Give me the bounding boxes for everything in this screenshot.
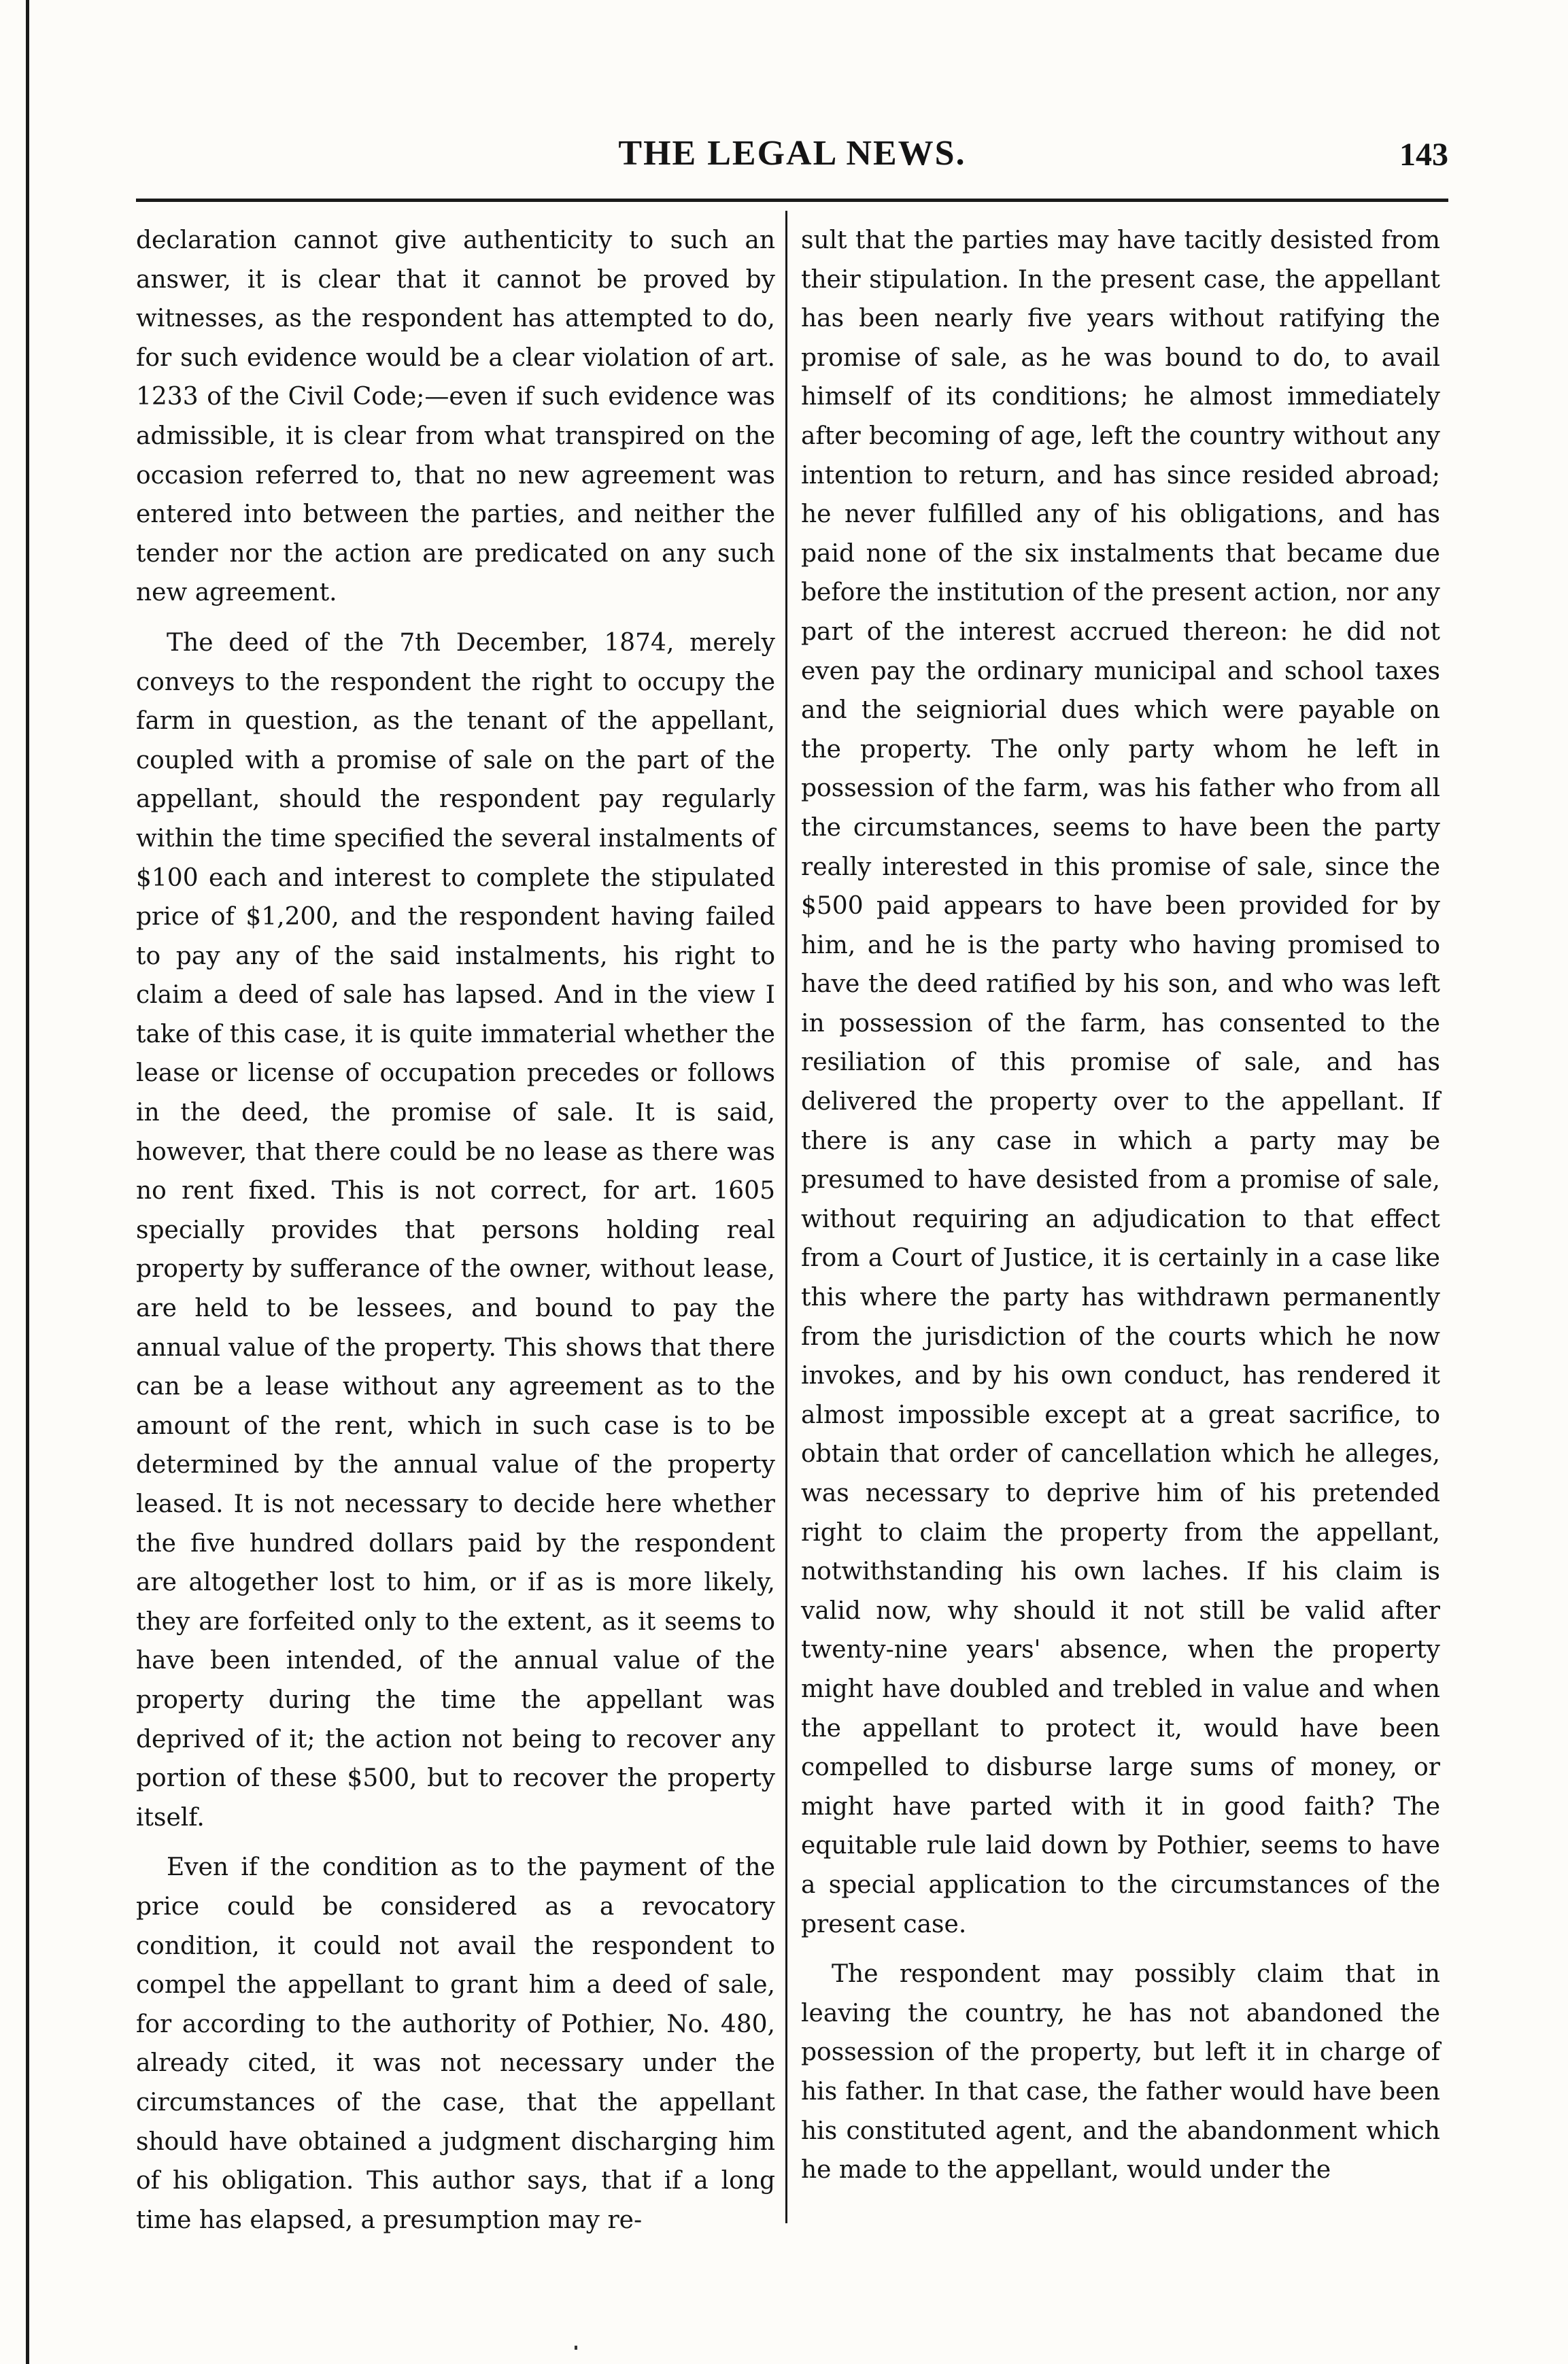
paragraph: Even if the condition as to the payment of the price could be considered as a revocatory condition, it could not avail the respondent to compel the appellant to grant him a deed of sale, for according to the authority of Pothier, No. 480, already cited, it was not necessary under the circumstances of the case, that the appellant should have obtained a judgment discharging him of his obligation. This author says, that if a long time has elapsed, a presumption may re-	[136, 1853, 775, 2234]
left-column	[136, 221, 775, 2250]
header-rule	[136, 199, 1448, 202]
page-speck	[575, 2346, 577, 2350]
column-divider	[785, 211, 787, 2223]
running-title: THE LEGAL NEWS.	[618, 134, 966, 173]
page-header	[136, 133, 1448, 188]
paragraph: sult that the parties may have tacitly desisted from their stipulation. In the present case, the appellant has been nearly five years without ratifying the promise of sale, as he was bound to do, to avail himself of its conditions; he almost immediately after becoming of age, left the country without any intention to return, and has since resided abroad; he never fulfilled any of his obligations, and has paid none of the six instalments that became due before the institution of the present action, nor any part of the interest accrued thereon: he did not even pay the ordinary municipal and school taxes and the seigniorial dues which were payable on the property. The only party whom he left in possession of the farm, was his father who from all the circumstances, seems to have been the party really interested in this promise of sale, since the $500 paid appears to have been provided for by him, and he is the party who having promised to have the deed ratified by his son, and who was left in possession of the farm, has consented to the resiliation of this promise of sale, and has delivered the property over to the appellant. If there is any case in which a party may be presumed to have desisted from a promise of sale, without requiring an adjudication to that effect from a Court of Justice, it is certainly in a case like this where the party has withdrawn permanently from the jurisdiction of the courts which he now invokes, and by his own conduct, has rendered it almost impossible except at a great sacrifice, to obtain that order of cancellation which he alleges, was necessary to deprive him of his pretended right to claim the property from the appellant, notwithstanding his own laches. If his claim is valid now, why should it not still be valid after twenty-nine years' absence, when the property might have doubled and trebled in value and when the appellant to protect it, would have been compelled to disburse large sums of money, or might have parted with it in good faith? The equitable rule laid down by Pothier, seems to have a special application to the circumstances of the present case.	[801, 226, 1440, 1938]
paragraph: The respondent may possibly claim that in leaving the country, he has not abandoned the possession of the property, but left it in charge of his father. In that case, the father would have been his constituted agent, and the abandonment which he made to the appellant, would under the	[801, 1960, 1440, 2185]
page-number: 143	[1399, 137, 1448, 173]
paragraph: The deed of the 7th December, 1874, merely conveys to the respondent the right to occupy the farm in question, as the tenant of the appellant, coupled with a promise of sale on the part of the appellant, should the respondent pay regularly within the time specified the several instalments of $100 each and interest to complete the stipulated price of $1,200, and the respondent having failed to pay any of the said instalments, his right to claim a deed of sale has lapsed. And in the view I take of this case, it is quite immaterial whether the lease or license of occupation precedes or follows in the deed, the promise of sale. It is said, however, that there could be no lease as there was no rent fixed. This is not correct, for art. 1605 specially provides that persons holding real property by sufferance of the owner, without lease, are held to be lessees, and bound to pay the annual value of the property. This shows that there can be a lease without any agreement as to the amount of the rent, which in such case is to be determined by the annual value of the property leased. It is not necessary to decide here whether the five hundred dollars paid by the respondent are altogether lost to him, or if as is more likely, they are forfeited only to the extent, as it seems to have been intended, of the annual value of the property during the time the appellant was deprived of it; the action not being to recover any portion of these $500, but to recover the property itself.	[136, 628, 775, 1832]
page-binding-edge	[26, 0, 29, 2364]
paragraph: declaration cannot give authenticity to such an answer, it is clear that it cannot be proved by witnesses, as the respondent has attempted to do, for such evidence would be a clear violation of art. 1233 of the Civil Code;—even if such evidence was admissible, it is clear from what transpired on the occasion referred to, that no new agreement was entered into between the parties, and neither the tender nor the action are predicated on any such new agreement.	[136, 226, 775, 607]
right-column	[801, 221, 1440, 2201]
